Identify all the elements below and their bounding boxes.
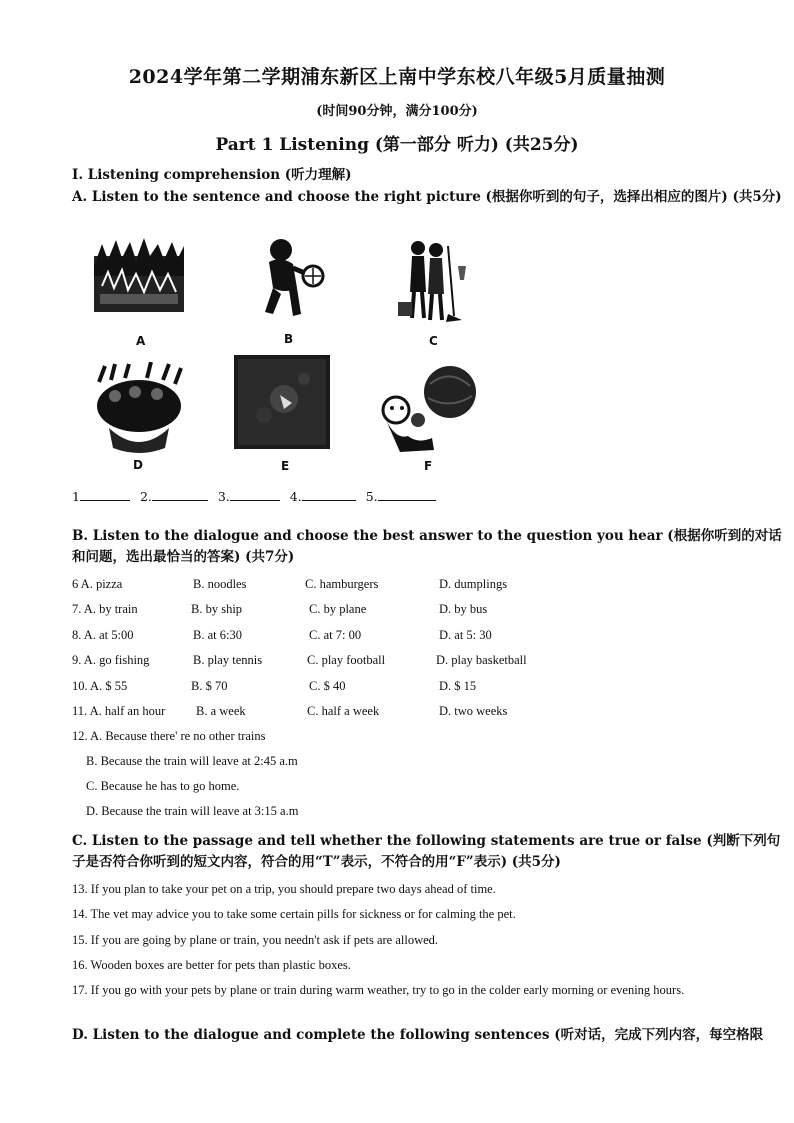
statement-15: 15. If you are going by plane or train, you needn't ask if pets are allowed. — [72, 933, 439, 947]
q7-option-d: D. by bus — [439, 602, 488, 616]
q7-option-c: C. by plane — [309, 602, 367, 616]
answer-blanks-row — [72, 488, 442, 504]
blank-label: 3. — [217, 489, 230, 504]
blank-label: 4. — [289, 489, 302, 504]
picture-f-label: F — [424, 459, 433, 473]
answer-blank[interactable] — [378, 488, 436, 501]
q12-option-b: B. Because the train will leave at 2:45 a.m — [86, 754, 298, 768]
picture-b-child-ball-icon — [255, 236, 327, 320]
q11-option-d: D. two weeks — [439, 704, 508, 718]
part-heading: Part 1 Listening (第一部分 听力) (共25分) — [215, 135, 579, 155]
page-title: 2024学年第二学期浦东新区上南中学东校八年级5月质量抽测 — [128, 66, 666, 88]
q6-option-a: 6 A. pizza — [72, 577, 123, 591]
blank-label: 2. — [139, 489, 152, 504]
q11-option-c: C. half a week — [307, 704, 380, 718]
section-a-instruction: A. Listen to the sentence and choose the right picture (根据你听到的句子，选择出相应的图片) (共5分) — [72, 189, 782, 205]
q7-option-a: 7. A. by train — [72, 602, 138, 616]
picture-c-cleaning-icon — [388, 236, 470, 326]
q12-option-a: 12. A. Because there' re no other trains — [72, 729, 266, 743]
picture-e-label: E — [281, 459, 290, 473]
q8-option-c: C. at 7: 00 — [309, 628, 362, 642]
q9-option-a: 9. A. go fishing — [72, 653, 150, 667]
answer-blank[interactable] — [80, 488, 130, 501]
answer-blank[interactable] — [152, 488, 208, 501]
q9-option-d: D. play basketball — [436, 653, 527, 667]
picture-a-fire-icon — [92, 236, 186, 312]
q12-option-d: D. Because the train will leave at 3:15 a.m — [86, 804, 299, 818]
q11-option-b: B. a week — [196, 704, 246, 718]
picture-f-dog-ball-icon — [378, 364, 482, 456]
exam-time-info: (时间90分钟，满分100分) — [316, 104, 478, 119]
q6-option-d: D. dumplings — [439, 577, 508, 591]
answer-blank[interactable] — [230, 488, 280, 501]
statement-13: 13. If you plan to take your pet on a trip, you should prepare two days ahead of time. — [72, 882, 496, 896]
section-d-instruction: D. Listen to the dialogue and complete the following sentences (听对话，完成下列内容，每空格限 — [72, 1027, 764, 1043]
q12-option-c: C. Because he has to go home. — [86, 779, 240, 793]
q8-option-d: D. at 5: 30 — [439, 628, 492, 642]
q7-option-b: B. by ship — [191, 602, 243, 616]
statement-16: 16. Wooden boxes are better for pets than plastic boxes. — [72, 958, 351, 972]
statement-17: 17. If you go with your pets by plane or train during warm weather, try to go in the colder early morning or evening hours. — [72, 983, 685, 997]
q10-option-c: C. $ 40 — [309, 679, 346, 693]
blank-label: 5. — [365, 489, 378, 504]
q10-option-b: B. $ 70 — [191, 679, 228, 693]
q10-option-d: D. $ 15 — [439, 679, 477, 693]
q10-option-a: 10. A. $ 55 — [72, 679, 128, 693]
picture-a-label: A — [136, 334, 146, 348]
section-c-instruction: C. Listen to the passage and tell whether the following statements are true or false (判断下列句子是否符合你听到的短文内容，符合的用“T”表示，不符合的用“F”表示) (共5分) — [72, 833, 781, 870]
answer-blank[interactable] — [302, 488, 356, 501]
section-b-instruction: B. Listen to the dialogue and choose the best answer to the question you hear (根据你听到的对话和问题，选出最恰当的答案) (共7分) — [72, 528, 782, 565]
q11-option-a: 11. A. half an hour — [72, 704, 166, 718]
picture-b-label: B — [284, 332, 294, 346]
picture-c-label: C — [429, 334, 438, 348]
q8-option-a: 8. A. at 5:00 — [72, 628, 134, 642]
statement-14: 14. The vet may advice you to take some certain pills for sickness or for calming the pet. — [72, 907, 516, 921]
q6-option-b: B. noodles — [193, 577, 247, 591]
section-heading: I. Listening comprehension (听力理解) — [72, 167, 352, 183]
picture-d-label: D — [133, 458, 143, 472]
q9-option-b: B. play tennis — [193, 653, 263, 667]
q6-option-c: C. hamburgers — [305, 577, 379, 591]
picture-e-dark-photo-icon — [234, 355, 330, 449]
picture-d-crowd-cheering-icon — [95, 362, 183, 454]
q9-option-c: C. play football — [307, 653, 386, 667]
blank-label: 1 — [72, 489, 80, 504]
q8-option-b: B. at 6:30 — [193, 628, 242, 642]
